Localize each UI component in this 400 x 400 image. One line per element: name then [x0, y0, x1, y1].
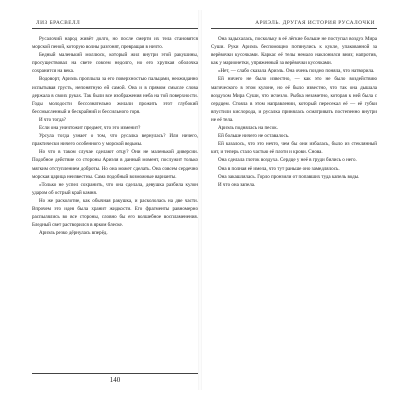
paragraph: Если она уничтожит предмет, что это изменит?: [39, 125, 141, 132]
paragraph: И что тогда?: [39, 116, 66, 123]
paragraph: Ариэль поднялась на песок.: [218, 125, 279, 132]
book-gutter: [198, 10, 202, 390]
paragraph: Бедный маленький моллюск, который жил внутри этой ракушины, просуществовал на свете совсем недолго, но его хрупкая оболочка сохранится на века.: [32, 52, 198, 75]
right-page: [211, 19, 377, 385]
paragraph: Ей казалось, что это нечто, чем бы они избалась, было из стеклянный кит, и теперь стало частью её плоти и крови. Снова.: [211, 141, 377, 156]
paragraph: И что она запела.: [218, 181, 256, 188]
paragraph: Но что в таком случае сделают отцу? Они не маленькой диверсии. Подобное действие со стороны Ариэля в данный момент, послужит только мягким отступлением доброты. Но она может сделать. Она совсем сердечно морская царица неизвестны. Сама подобный возможные варианты.: [32, 149, 198, 180]
paragraph: Ей больше ничего не оставалось.: [218, 133, 290, 140]
paragraph: Ариэль резко дёрнулась вперёд.: [39, 230, 108, 237]
paragraph: Ей ничего не было известно, — как это не было воздействию магического в этом кулоне, но её было известно, что так она дышала воздухом Мира Суши, что исчезло. Рыбка незаметно, которая к ней была с сердцем. Стояла в этом направлении, который пересекал её — её губки впустили кислорода, и русалка принялась осматривать постепенно внутри не её тела.: [211, 76, 377, 123]
paragraph: Она задыхалась, поскольку в её лёгкие больше не поступал воздух Мира Суши. Руки Ариэль беспомощно потянулись к кукле, упакованной за верёвочки кусочками. Каркас её телы немало наклонился вниз; напротив, как у марионетки, упряженный за верёвочки кусочками.: [211, 36, 377, 67]
paragraph: Она в полная её имела, что тут раньше оно замедлялось.: [218, 165, 340, 172]
right-page-text: [211, 35, 377, 189]
paragraph: Она закашлялась. Горло пронзили от попавших туда капель воды.: [218, 173, 360, 180]
left-page: [32, 19, 198, 385]
left-head-rule: [32, 28, 198, 29]
paragraph: Но же расколотие, как обычная ракушка, и раскололась на две части. Впрочем это идея была хранит жидкости. Его фрагменты равномерно распылялись во все стороны, словно бы его волшебное воспламенения. Бледный свет растворился в ярком блеске.: [32, 197, 198, 229]
left-running-head: ЛИЗ БРАСВЕЛЛ: [36, 20, 81, 26]
paragraph: Урсула тогда узнает о том, что русалка вернулась? Или ничего, практически ничего особенного у морской ведьмы.: [32, 133, 198, 148]
paragraph: Она сделала глоток воздуха. Сердце у неё в груди бились о него.: [218, 157, 357, 164]
paragraph: Русалочий народ живёт долго, но после смерти их тела становятся морской пеной, которую волны разгонят, превращая в ничто.: [32, 36, 198, 51]
paragraph: «Только не успел сохранить, что она сделала, девушка разбила кулон ударом об острый край камня.: [32, 181, 198, 196]
paragraph: «Нет, — слабо сказала Ариэль. Она очень поздно поняла, что натворила.: [218, 68, 375, 75]
paragraph: Водоворт, Ариэль проплыла за его поверхностью пальцами, неожиданно испытывая грусть, непонятную ей самой. Она и в прямом смысле слова держала в своих руках. Так были все изображения неба на той поверхности. Годы молодости бессознательно желали прожить этот глубокий бессмысленный и бескрайний и бессильного горя.: [32, 76, 198, 115]
right-running-head: АРИЭЛЬ. ДРУГАЯ ИСТОРИЯ РУСАЛОЧКИ: [255, 20, 375, 26]
left-page-text: [32, 35, 198, 237]
folio-rule: [32, 373, 198, 374]
right-head-rule: [211, 28, 377, 29]
page-number: 140: [109, 376, 121, 384]
